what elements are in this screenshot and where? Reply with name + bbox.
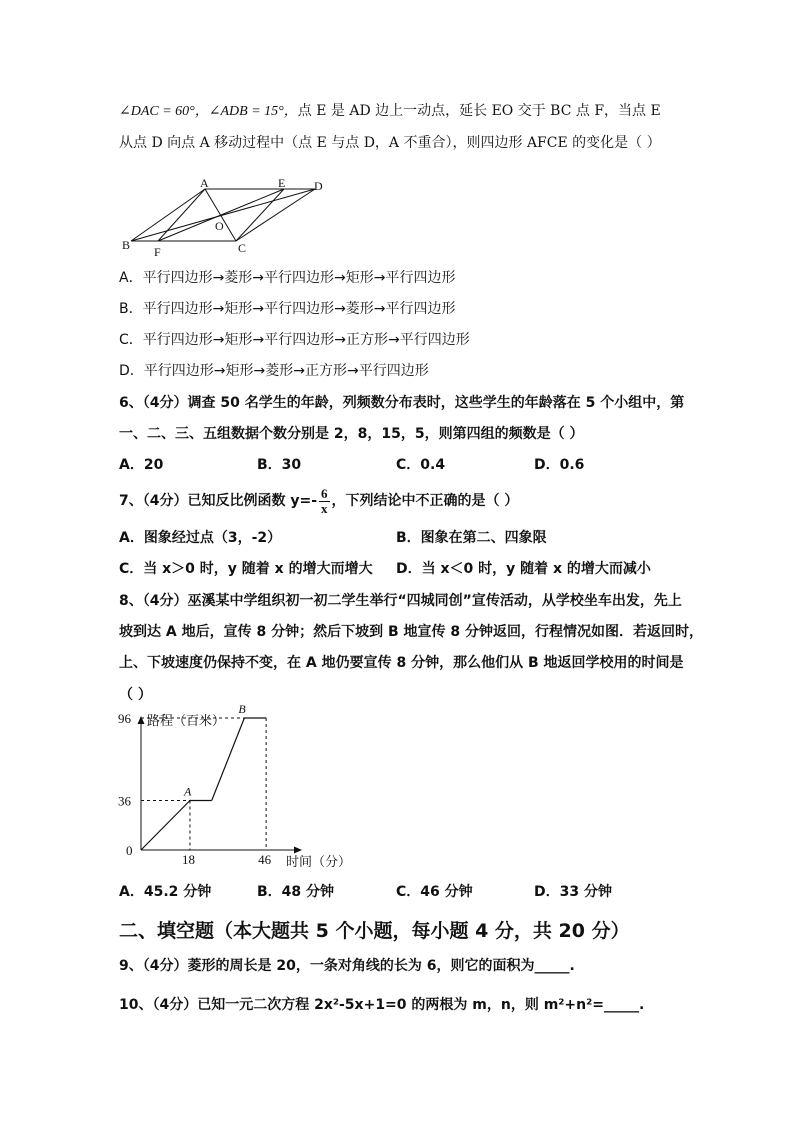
x-axis-arrow	[294, 847, 302, 854]
label-b: B	[122, 238, 131, 252]
q7-fraction	[319, 487, 330, 516]
label-e: E	[278, 176, 286, 190]
q6-line-1: 6、（4分）调查 50 名学生的年龄，列频数分布表时，这些学生的年龄落在 5 个小组中，第	[119, 395, 685, 411]
series-segment-1	[141, 801, 190, 851]
label-a: A	[200, 176, 209, 190]
q8-line-3: 上、下坡速度仍保持不变，在 A 地仍要宣传 8 分钟，那么他们从 B 地返回学校用的时间是	[119, 655, 684, 671]
diagonal-bd	[131, 189, 315, 241]
x-tick-46: 46	[258, 852, 272, 867]
origin-label: 0	[126, 843, 133, 858]
q8-line-2: 坡到达 A 地后，宣传 8 分钟；然后下坡到 B 地宣传 8 分钟返回，行程情况如图．若返回时，	[119, 624, 703, 640]
x-axis-label: 时间（分）	[286, 855, 352, 870]
q7-option-d[interactable]: D．当 x＜0 时，y 随着 x 的增大而减小	[396, 561, 651, 577]
y-tick-96: 96	[118, 711, 131, 726]
point-label-a: A	[183, 784, 192, 799]
q8-option-b[interactable]: B．48 分钟	[257, 884, 335, 900]
q8-option-d[interactable]: D．33 分钟	[534, 884, 612, 900]
q6-option-c[interactable]: C．0.4	[396, 457, 446, 473]
parallelogram-diagram	[115, 172, 335, 259]
segment-ef	[158, 189, 284, 241]
label-c: C	[238, 241, 247, 255]
edge-dc	[236, 189, 315, 241]
q5-angle-conditions: ∠DAC = 60°，∠ADB = 15°，	[119, 104, 298, 119]
q8-option-c[interactable]: C．46 分钟	[396, 884, 473, 900]
q7-prefix: 7、（4分）已知反比例函数 y=-	[119, 493, 318, 509]
section-2-title: 二、填空题（本大题共 5 个小题，每小题 4 分，共 20 分）	[119, 920, 630, 942]
label-f: F	[154, 245, 161, 259]
q5-option-d[interactable]: D．平行四边形→矩形→菱形→正方形→平行四边形	[119, 363, 429, 379]
q8-line-1: 8、（4分）巫溪某中学组织初一初二学生举行“四城同创”宣传活动，从学校坐车出发，先上	[119, 593, 682, 609]
label-d: D	[314, 179, 323, 193]
q6-option-b[interactable]: B．30	[257, 457, 302, 473]
y-tick-36: 36	[118, 793, 131, 809]
q6-option-a[interactable]: A．20	[119, 457, 164, 473]
x-tick-18: 18	[181, 852, 195, 867]
q7-option-b[interactable]: B．图象在第二、四象限	[396, 530, 547, 546]
q6-option-d[interactable]: D．0.6	[534, 457, 585, 473]
q7-fraction-denominator: x	[321, 500, 328, 516]
label-o: O	[215, 219, 224, 233]
q8-line-4: （ ）	[119, 687, 152, 703]
q10-text: 10、（4分）已知一元二次方程 2x²-5x+1=0 的两根为 m，n，则 m²+n²=_____.	[119, 997, 645, 1013]
q5-line-1	[119, 101, 661, 122]
q7-stem	[119, 486, 518, 516]
y-axis-label: 路程（百米）	[147, 714, 226, 729]
q7-suffix: ，下列结论中不正确的是（ ）	[331, 493, 519, 509]
q6-line-2: 一、二、三、五组数据个数分别是 2，8，15，5，则第四组的频数是（ ）	[119, 426, 584, 442]
point-label-b: B	[238, 702, 246, 716]
q5-condition-text: 点 E 是 AD 边上一动点，延长 EO 交于 BC 点 F，当点 E	[297, 103, 661, 119]
y-axis-arrow	[138, 716, 145, 724]
distance-time-chart	[112, 702, 362, 872]
q7-option-a[interactable]: A．图象经过点（3，-2）	[119, 530, 282, 546]
q5-option-b[interactable]: B．平行四边形→矩形→平行四边形→菱形→平行四边形	[119, 301, 456, 317]
segment-af	[158, 189, 205, 241]
q5-option-c[interactable]: C．平行四边形→矩形→平行四边形→正方形→平行四边形	[119, 332, 470, 348]
series-segment-3	[212, 718, 245, 801]
q9-text: 9、（4分）菱形的周长是 20，一条对角线的长为 6，则它的面积为_____.	[119, 958, 575, 974]
q7-fraction-numerator: 6	[321, 485, 328, 501]
q5-option-a[interactable]: A．平行四边形→菱形→平行四边形→矩形→平行四边形	[119, 270, 456, 286]
q8-option-a[interactable]: A．45.2 分钟	[119, 884, 212, 900]
q7-option-c[interactable]: C．当 x＞0 时，y 随着 x 的增大而增大	[119, 561, 373, 577]
segment-ec	[236, 189, 284, 241]
edge-ab	[131, 189, 205, 241]
q5-line-2: 从点 D 向点 A 移动过程中（点 E 与点 D，A 不重合），则四边形 AFCE 的变化是（ ）	[119, 135, 661, 151]
